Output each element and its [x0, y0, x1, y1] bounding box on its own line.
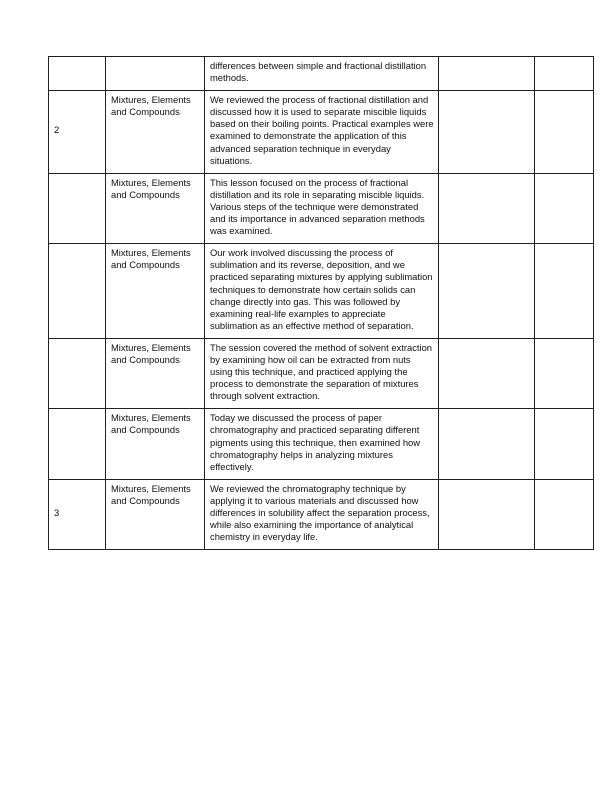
- week-cell: 3: [49, 479, 106, 549]
- description-cell: Today we discussed the process of paper chromatography and practiced separating different pigments using this technique, then examined how chromatography helps in analyzing mixtures effectively.: [205, 409, 439, 479]
- description-cell: Our work involved discussing the process of sublimation and its reverse, deposition, and we practiced separating mixtures by applying sublimation techniques to demonstrate how certain solids can change directly into gas. This was followed by examining real-life examples to appreciate sublimation as an effective method of separation.: [205, 244, 439, 339]
- topic-cell: Mixtures, Elements and Compounds: [106, 244, 205, 339]
- description-cell: This lesson focused on the process of fractional distillation and its role in separating miscible liquids. Various steps of the technique were demonstrated and its importance in advanced separation methods was examined.: [205, 173, 439, 243]
- empty-cell: [439, 91, 535, 174]
- topic-cell: Mixtures, Elements and Compounds: [106, 338, 205, 408]
- description-cell: We reviewed the chromatography technique by applying it to various materials and discussed how differences in solubility affect the separation process, while also examining the importance of analytical chemistry in everyday life.: [205, 479, 439, 549]
- week-cell: [49, 173, 106, 243]
- table-row: [49, 244, 594, 339]
- description-cell: We reviewed the process of fractional distillation and discussed how it is used to separate miscible liquids based on their boiling points. Practical examples were examined to demonstrate the application of this advanced separation technique in everyday situations.: [205, 91, 439, 174]
- description-cell: differences between simple and fractional distillation methods.: [205, 57, 439, 91]
- empty-cell: [535, 91, 594, 174]
- table-row: [49, 173, 594, 243]
- topic-cell: Mixtures, Elements and Compounds: [106, 173, 205, 243]
- table-row: [49, 57, 594, 91]
- description-cell: The session covered the method of solvent extraction by examining how oil can be extracted from nuts using this technique, and practiced applying the process to demonstrate the separation of mixtures through solvent extraction.: [205, 338, 439, 408]
- table-row: [49, 479, 594, 549]
- week-cell: [49, 338, 106, 408]
- week-cell: [49, 244, 106, 339]
- week-cell: [49, 57, 106, 91]
- topic-cell: [106, 57, 205, 91]
- empty-cell: [535, 57, 594, 91]
- empty-cell: [439, 409, 535, 479]
- empty-cell: [535, 244, 594, 339]
- week-cell: [49, 409, 106, 479]
- empty-cell: [439, 479, 535, 549]
- empty-cell: [535, 479, 594, 549]
- empty-cell: [535, 173, 594, 243]
- week-cell: 2: [49, 91, 106, 174]
- topic-cell: Mixtures, Elements and Compounds: [106, 91, 205, 174]
- empty-cell: [439, 338, 535, 408]
- table-row: [49, 91, 594, 174]
- lesson-log-table: [48, 56, 594, 550]
- empty-cell: [535, 338, 594, 408]
- empty-cell: [535, 409, 594, 479]
- table-row: [49, 409, 594, 479]
- topic-cell: Mixtures, Elements and Compounds: [106, 479, 205, 549]
- empty-cell: [439, 244, 535, 339]
- empty-cell: [439, 57, 535, 91]
- topic-cell: Mixtures, Elements and Compounds: [106, 409, 205, 479]
- table-row: [49, 338, 594, 408]
- empty-cell: [439, 173, 535, 243]
